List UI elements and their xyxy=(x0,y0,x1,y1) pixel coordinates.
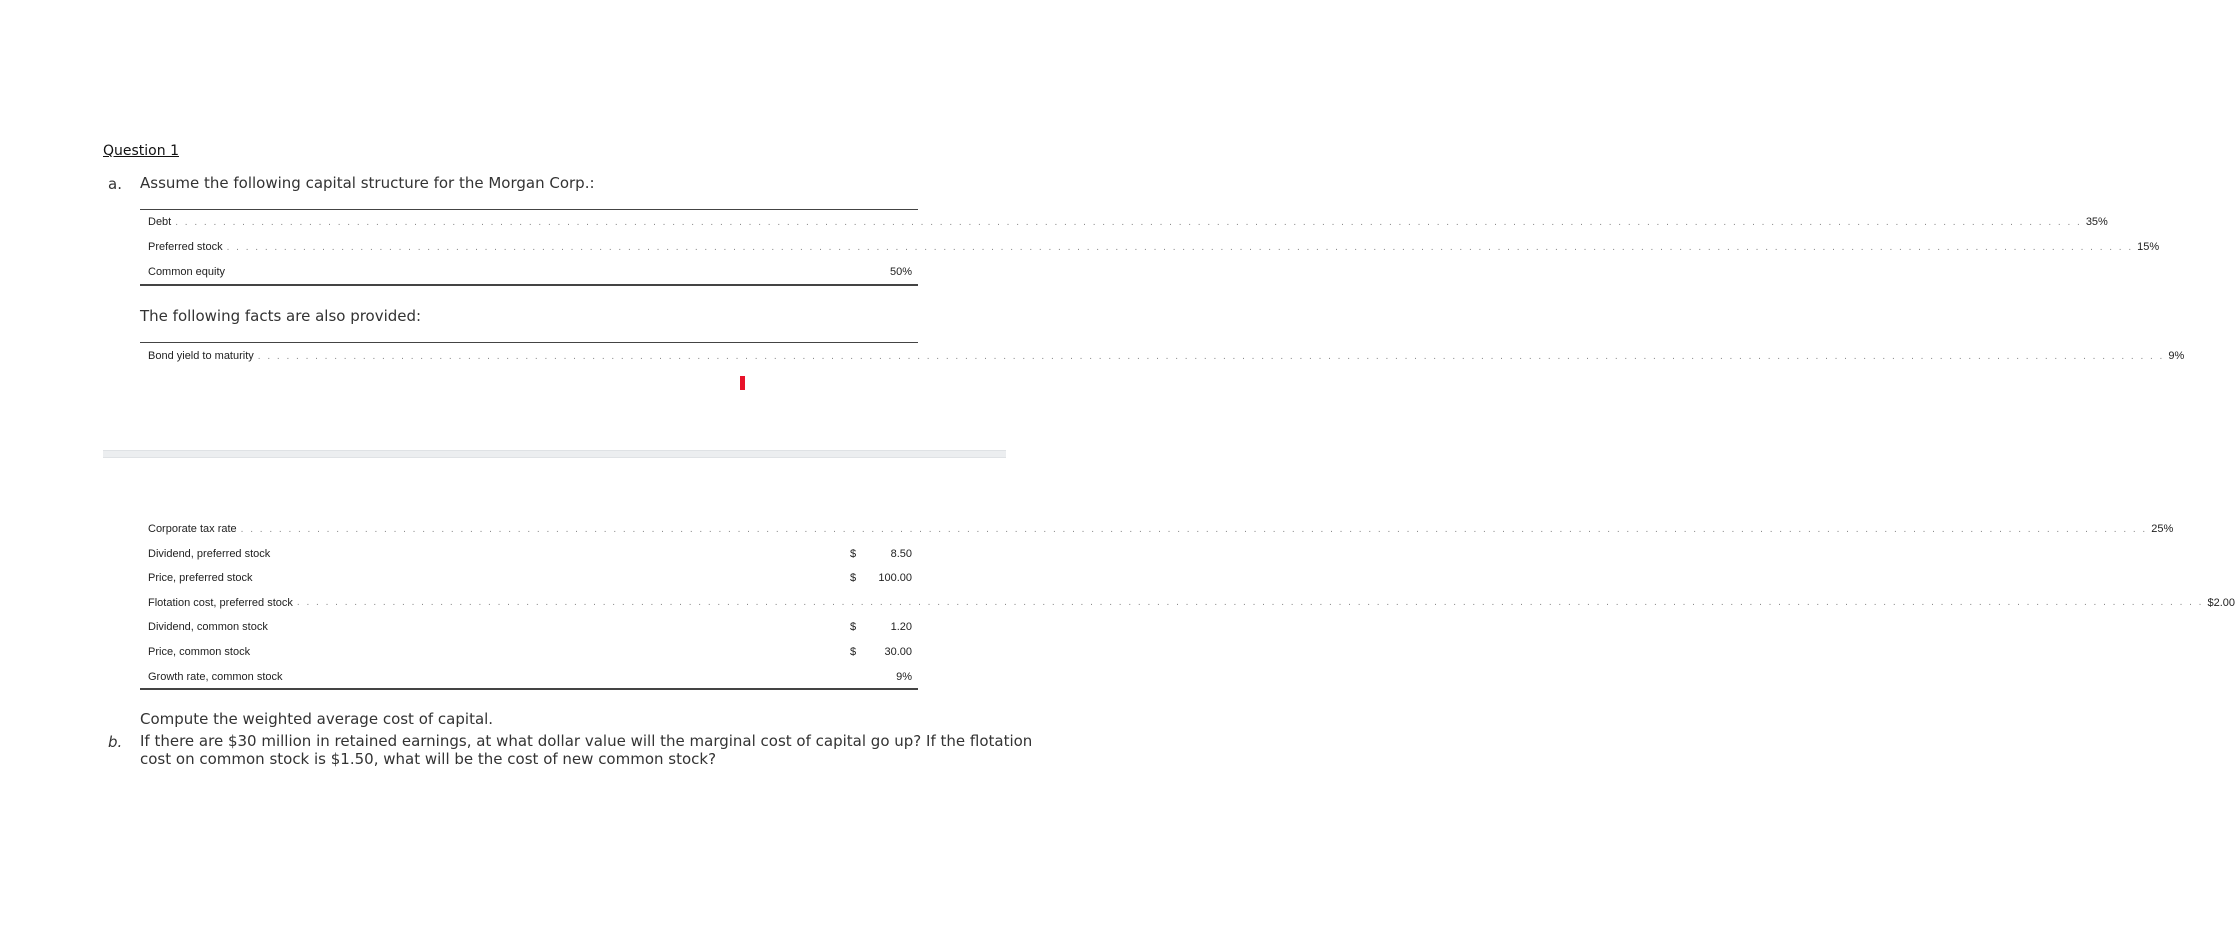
part-a-intro: Assume the following capital structure for the Morgan Corp.: xyxy=(140,174,595,192)
table-row xyxy=(148,642,912,662)
facts-intro: The following facts are also provided: xyxy=(140,307,422,325)
table-row xyxy=(148,519,2174,539)
table-row xyxy=(148,617,912,637)
question-title: Question 1 xyxy=(103,143,179,159)
row-label: Dividend, preferred stock xyxy=(148,547,271,560)
row-currency: $ xyxy=(2207,596,2214,609)
page-separator xyxy=(103,450,1006,458)
row-amount: 30.00 xyxy=(884,646,912,658)
row-label: Growth rate, common stock xyxy=(148,670,283,683)
dot-leader: . . . . . . . . . . . . . . . . . . . . . . . . . . . . . . . . . . . . . . . . . . . . . . . . . . . . . . . . . . . . . . . . . . . . . . . . . . . . . . . . . . . . . . . . . . . . . . . . . . . . . . . . . . . . . . . . . . . . . . . . . . . . . . . . . . . . . . . . . . . . . . . . . . . . . . . . . . . . . . . . . . . . . . . . . . . . . . . . . . . . . . . . . . . . . . . . . . . . . . . . xyxy=(296,597,2204,609)
row-amount: 100.00 xyxy=(878,572,912,585)
row-value: 15% xyxy=(2137,241,2160,253)
part-a-task: Compute the weighted average cost of capital. xyxy=(140,710,494,728)
table-row xyxy=(148,593,2235,613)
row-amount: 9% xyxy=(896,670,912,683)
table-row xyxy=(148,212,2108,232)
part-b-label: b. xyxy=(108,733,123,751)
row-value: 9% xyxy=(2168,350,2185,362)
row-label: Debt xyxy=(148,216,172,228)
row-label: Common equity xyxy=(148,266,226,278)
row-label: Bond yield to maturity xyxy=(148,350,254,362)
row-currency: $ xyxy=(850,646,857,658)
part-b-line-1: If there are $30 million in retained earnings, at what dollar value will the marginal cost of capital go up? If the flotation xyxy=(140,732,1033,750)
row-currency: $ xyxy=(850,547,857,560)
part-a-label: a. xyxy=(108,175,122,193)
row-currency: $ xyxy=(850,572,857,585)
row-value: 35% xyxy=(2085,216,2108,228)
red-marker xyxy=(740,376,745,390)
row-label: Price, preferred stock xyxy=(148,572,253,585)
row-label: Flotation cost, preferred stock xyxy=(148,596,293,609)
table-row xyxy=(148,544,912,564)
table-row xyxy=(148,237,2160,257)
facts-table-top-rule xyxy=(140,342,918,343)
table-row xyxy=(148,262,912,282)
table-row xyxy=(148,568,912,588)
facts-table-bottom-rule xyxy=(140,688,918,690)
row-label: Price, common stock xyxy=(148,646,251,658)
dot-leader: . . . . . . . . . . . . . . . . . . . . . . . . . . . . . . . . . . . . . . . . . . . . . . . . . . . . . . . . . . . . . . . . . . . . . . . . . . . . . . . . . . . . . . . . . . . . . . . . . . . . . . . . . . . . . . . . . . . . . . . . . . . . . . . . . . . . . . . . . . . . . . . . . . . . . . . . . . . . . . . . . . . . . . . . . . . . . . . . . . . . . . . . . . . . . . . . . . . . . . . . xyxy=(257,350,2165,362)
row-amount: 25% xyxy=(2151,523,2174,535)
row-amount: 1.20 xyxy=(890,621,912,634)
table-row xyxy=(148,667,912,687)
row-value: 50% xyxy=(889,266,912,278)
dot-leader: . . . . . . . . . . . . . . . . . . . . . . . . . . . . . . . . . . . . . . . . . . . . . . . . . . . . . . . . . . . . . . . . . . . . . . . . . . . . . . . . . . . . . . . . . . . . . . . . . . . . . . . . . . . . . . . . . . . . . . . . . . . . . . . . . . . . . . . . . . . . . . . . . . . . . . . . . . . . . . . . . . . . . . . . . . . . . . . . . . . . . . . . . . . . . . . . . . . . . . . . xyxy=(175,216,2082,228)
row-currency: $ xyxy=(850,621,857,634)
row-amount: 2.00 xyxy=(2213,596,2235,609)
structure-table-top-rule xyxy=(140,209,918,210)
row-label: Preferred stock xyxy=(148,241,223,253)
dot-leader: . . . . . . . . . . . . . . . . . . . . . . . . . . . . . . . . . . . . . . . . . . . . . . . . . . . . . . . . . . . . . . . . . . . . . . . . . . . . . . . . . . . . . . . . . . . . . . . . . . . . . . . . . . . . . . . . . . . . . . . . . . . . . . . . . . . . . . . . . . . . . . . . . . . . . . . . . . . . . . . . . . . . . . . . . . . . . . . . . . . . . . . . . . . . . . . . . . . . . . . . xyxy=(226,241,2134,253)
dot-leader: . . . . . . . . . . . . . . . . . . . . . . . . . . . . . . . . . . . . . . . . . . . . . . . . . . . . . . . . . . . . . . . . . . . . . . . . . . . . . . . . . . . . . . . . . . . . . . . . . . . . . . . . . . . . . . . . . . . . . . . . . . . . . . . . . . . . . . . . . . . . . . . . . . . . . . . . . . . . . . . . . . . . . . . . . . . . . . . . . . . . . . . . . . . . . . . . . . . . . . . . xyxy=(240,523,2148,535)
part-b-line-2: cost on common stock is $1.50, what will be the cost of new common stock? xyxy=(140,750,717,768)
row-label: Corporate tax rate xyxy=(148,523,237,535)
row-amount: 8.50 xyxy=(890,547,912,560)
structure-table-bottom-rule xyxy=(140,284,918,286)
table-row xyxy=(148,346,2185,366)
row-label: Dividend, common stock xyxy=(148,621,268,634)
